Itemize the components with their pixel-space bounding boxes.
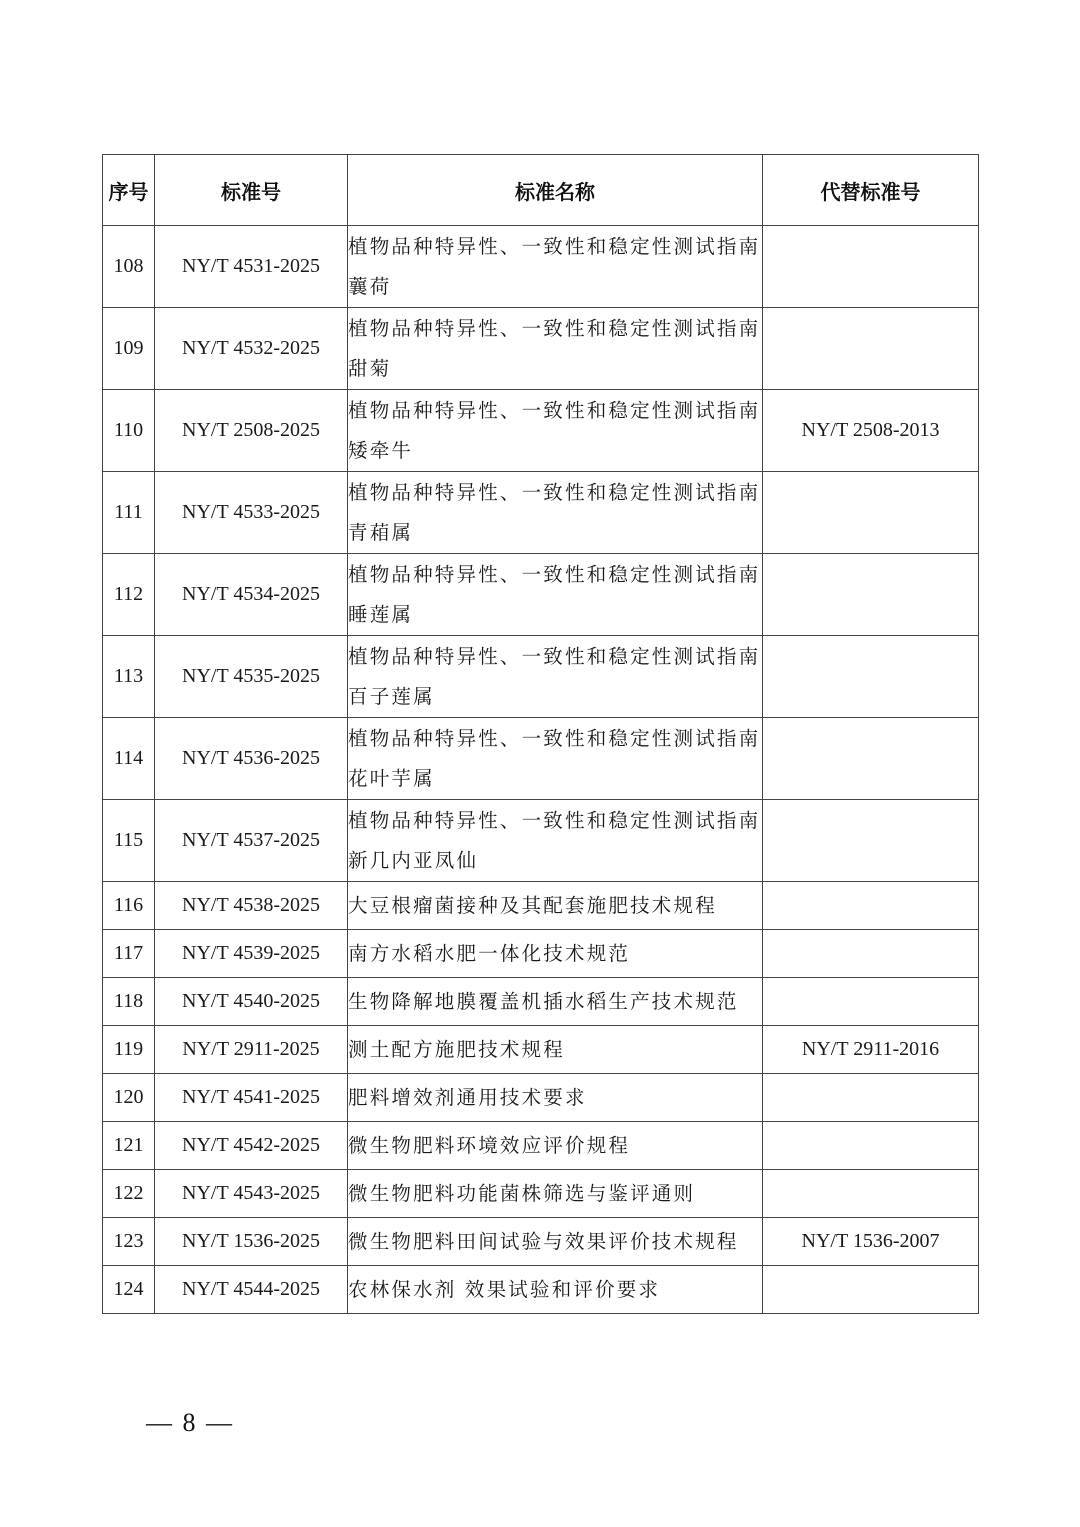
row-name bbox=[348, 636, 763, 718]
row-name bbox=[348, 718, 763, 800]
row-replaced bbox=[763, 1266, 979, 1314]
row-replaced: NY/T 1536-2007 bbox=[763, 1218, 979, 1266]
row-name bbox=[348, 800, 763, 882]
row-no: 123 bbox=[103, 1218, 155, 1266]
row-name: 农林保水剂 效果试验和评价要求 bbox=[348, 1266, 763, 1314]
row-no: 119 bbox=[103, 1026, 155, 1074]
row-code: NY/T 4536-2025 bbox=[155, 718, 348, 800]
row-name-line2: 蘘荷 bbox=[348, 274, 392, 298]
row-name-line1: 植物品种特异性、一致性和稳定性测试指南 bbox=[348, 562, 761, 586]
table-row bbox=[103, 1026, 979, 1074]
row-name: 测土配方施肥技术规程 bbox=[348, 1026, 763, 1074]
row-replaced bbox=[763, 1170, 979, 1218]
row-code: NY/T 4540-2025 bbox=[155, 978, 348, 1026]
row-name: 肥料增效剂通用技术要求 bbox=[348, 1074, 763, 1122]
row-code: NY/T 4541-2025 bbox=[155, 1074, 348, 1122]
row-replaced bbox=[763, 226, 979, 308]
table-row bbox=[103, 636, 979, 718]
header-no: 序号 bbox=[103, 155, 155, 226]
table-row bbox=[103, 1122, 979, 1170]
table-row bbox=[103, 472, 979, 554]
row-code: NY/T 4538-2025 bbox=[155, 882, 348, 930]
row-code: NY/T 4532-2025 bbox=[155, 308, 348, 390]
row-name-line2: 新几内亚凤仙 bbox=[348, 848, 479, 872]
table-row bbox=[103, 1170, 979, 1218]
row-replaced bbox=[763, 978, 979, 1026]
table-row bbox=[103, 308, 979, 390]
row-name: 南方水稻水肥一体化技术规范 bbox=[348, 930, 763, 978]
table-row bbox=[103, 930, 979, 978]
table-row bbox=[103, 800, 979, 882]
row-code: NY/T 1536-2025 bbox=[155, 1218, 348, 1266]
row-no: 110 bbox=[103, 390, 155, 472]
row-code: NY/T 4542-2025 bbox=[155, 1122, 348, 1170]
table-row bbox=[103, 1266, 979, 1314]
table-row bbox=[103, 882, 979, 930]
row-replaced bbox=[763, 472, 979, 554]
row-no: 120 bbox=[103, 1074, 155, 1122]
row-code: NY/T 4543-2025 bbox=[155, 1170, 348, 1218]
row-name bbox=[348, 308, 763, 390]
row-name: 生物降解地膜覆盖机插水稻生产技术规范 bbox=[348, 978, 763, 1026]
standards-table bbox=[102, 154, 979, 1314]
row-code: NY/T 4544-2025 bbox=[155, 1266, 348, 1314]
table-row bbox=[103, 1074, 979, 1122]
row-name: 微生物肥料田间试验与效果评价技术规程 bbox=[348, 1218, 763, 1266]
row-name-line2: 睡莲属 bbox=[348, 602, 414, 626]
row-name-line2: 花叶芋属 bbox=[348, 766, 435, 790]
row-name-line1: 植物品种特异性、一致性和稳定性测试指南 bbox=[348, 808, 761, 832]
row-replaced: NY/T 2911-2016 bbox=[763, 1026, 979, 1074]
row-replaced bbox=[763, 800, 979, 882]
row-name: 微生物肥料功能菌株筛选与鉴评通则 bbox=[348, 1170, 763, 1218]
header-name: 标准名称 bbox=[348, 155, 763, 226]
row-replaced bbox=[763, 554, 979, 636]
row-no: 118 bbox=[103, 978, 155, 1026]
row-code: NY/T 4535-2025 bbox=[155, 636, 348, 718]
row-name: 微生物肥料环境效应评价规程 bbox=[348, 1122, 763, 1170]
row-name-line1: 植物品种特异性、一致性和稳定性测试指南 bbox=[348, 316, 761, 340]
row-code: NY/T 4534-2025 bbox=[155, 554, 348, 636]
row-name-line2: 矮牵牛 bbox=[348, 438, 414, 462]
row-replaced bbox=[763, 930, 979, 978]
row-name-line2: 甜菊 bbox=[348, 356, 392, 380]
table-row bbox=[103, 1218, 979, 1266]
table-row bbox=[103, 226, 979, 308]
row-replaced: NY/T 2508-2013 bbox=[763, 390, 979, 472]
row-name-line1: 植物品种特异性、一致性和稳定性测试指南 bbox=[348, 234, 761, 258]
row-no: 108 bbox=[103, 226, 155, 308]
row-no: 113 bbox=[103, 636, 155, 718]
row-replaced bbox=[763, 882, 979, 930]
row-code: NY/T 2508-2025 bbox=[155, 390, 348, 472]
row-code: NY/T 4531-2025 bbox=[155, 226, 348, 308]
row-name-line1: 植物品种特异性、一致性和稳定性测试指南 bbox=[348, 480, 761, 504]
row-code: NY/T 4539-2025 bbox=[155, 930, 348, 978]
table-row bbox=[103, 390, 979, 472]
row-name bbox=[348, 226, 763, 308]
row-no: 116 bbox=[103, 882, 155, 930]
row-replaced bbox=[763, 1074, 979, 1122]
row-no: 115 bbox=[103, 800, 155, 882]
table-row bbox=[103, 554, 979, 636]
row-name bbox=[348, 390, 763, 472]
row-no: 124 bbox=[103, 1266, 155, 1314]
row-no: 117 bbox=[103, 930, 155, 978]
row-replaced bbox=[763, 1122, 979, 1170]
row-name: 大豆根瘤菌接种及其配套施肥技术规程 bbox=[348, 882, 763, 930]
row-no: 112 bbox=[103, 554, 155, 636]
row-no: 111 bbox=[103, 472, 155, 554]
row-no: 121 bbox=[103, 1122, 155, 1170]
row-name-line1: 植物品种特异性、一致性和稳定性测试指南 bbox=[348, 726, 761, 750]
table-row bbox=[103, 978, 979, 1026]
page-number: — 8 — bbox=[146, 1408, 234, 1437]
table-row bbox=[103, 718, 979, 800]
header-replaced: 代替标准号 bbox=[763, 155, 979, 226]
row-name bbox=[348, 554, 763, 636]
row-replaced bbox=[763, 718, 979, 800]
row-name bbox=[348, 472, 763, 554]
table-header-row bbox=[103, 155, 979, 226]
row-name-line2: 百子莲属 bbox=[348, 684, 435, 708]
row-replaced bbox=[763, 636, 979, 718]
header-code: 标准号 bbox=[155, 155, 348, 226]
row-name-line1: 植物品种特异性、一致性和稳定性测试指南 bbox=[348, 398, 761, 422]
row-no: 109 bbox=[103, 308, 155, 390]
row-replaced bbox=[763, 308, 979, 390]
row-no: 114 bbox=[103, 718, 155, 800]
row-code: NY/T 4533-2025 bbox=[155, 472, 348, 554]
row-no: 122 bbox=[103, 1170, 155, 1218]
row-name-line2: 青葙属 bbox=[348, 520, 414, 544]
row-code: NY/T 4537-2025 bbox=[155, 800, 348, 882]
row-name-line1: 植物品种特异性、一致性和稳定性测试指南 bbox=[348, 644, 761, 668]
row-code: NY/T 2911-2025 bbox=[155, 1026, 348, 1074]
